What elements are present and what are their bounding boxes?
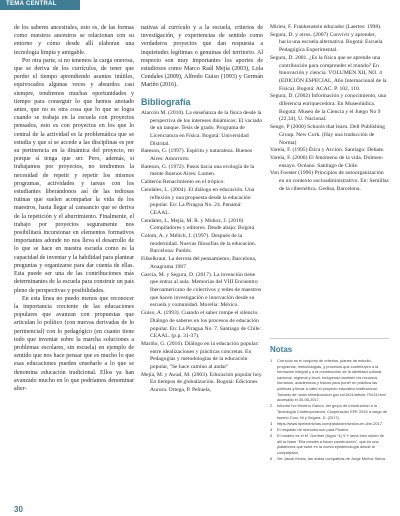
note-text: https://www.ripelectrichas.com/platanore/sesion-en-line-2017. xyxy=(277,420,383,426)
section-tag-label: TEMA CENTRAL xyxy=(6,1,57,7)
note-item xyxy=(270,403,389,420)
bibliography-entry: Von Foester (1996) Principios de autoorganización en un contexto socioadministrativo. En: Semillas de la cibernética. Gedisa, Barcelona. xyxy=(270,170,389,192)
note-item xyxy=(270,421,389,427)
note-number: 5 xyxy=(270,433,273,439)
note-number: 4 xyxy=(270,426,273,432)
bibliography-entry: Mariño, G. (2016). Diálogo en la educación popular: entre idealizaciones y prácticas concretas. En Pedagogías y metodologías de la educación popular, "Se hace camino al andar" xyxy=(141,340,260,371)
bibliography-list xyxy=(141,110,263,395)
bibliography-entry: Colom, A. y Mélich, J. (1997). Después de la modernidad. Nuevas filosofías de la educación. Barcelona: Paidós. xyxy=(141,233,257,255)
bibliography-entry: Varela, F. (2000) El fenómeno de la vida. Dolmen-ensayo. Océano. Santiago de Chile. xyxy=(270,154,384,169)
note-number: 1 xyxy=(270,358,273,363)
body-paragraph: En esta línea no puedo menos que reconocer la importancia creciente de las educaciones populares que avanzan con propuestas que articulan lo político (con nuevas derivadas de lo pertinencial) con lo pedagógico (en cuanto tiene todo que inventar sobre la marcha soluciones a problemas escolares, sin escuela) en ejemplo de sentido que nos hace pensar que es mucho lo que esas educaciones pueden enseñarle a lo que se denomina educación tradicional. Ellos ya han avanzado mucho en lo que podríamos denominar alter- xyxy=(14,295,134,392)
notes-section xyxy=(270,338,389,462)
body-paragraph: de los saberes ancestrales, esto es, de las formas como nuestros ancestros se relacionan con su entorno y cómo desde allí elaboran una tecnología limpia y amigable. xyxy=(14,25,134,56)
bibliography-entry: Filkelkraut. La derrota del pensamiento, Barcelona, Anagrama 1987 xyxy=(141,256,257,270)
bibliography-entry: Cendales, L. (2004). El diálogo en educación. Una reflexión y una propuesta desde la educación popular. En: La Piragua No. 24. Panamá: CEAAL. xyxy=(141,186,255,216)
bibliography-entry: Bateson, G. (1972). Pasos hacia una ecología de la mente Buenos Aires: Lumen. xyxy=(141,163,255,178)
body-paragraph: nativas al currículo y a la escuela, criterios de investigación, y experiencias de sentido como verdaderos proyectos que dan respuesta a inquietudes legítimas o genuinas del territorio. Al respecto son muy importantes los aportes de estudiosos como Marco Raúl Mejía (2003), Lola Cendales (2009), Alfredo Guiso (1993) y Germán Mariño (2016). xyxy=(141,25,263,89)
bibliography-heading: Bibliografía xyxy=(141,96,191,107)
note-text: Informe Ivo Moreno García, del grupo de Introducción a la Tecnología Contemporánea, Cooperación EPE 2016 a cargo de Isnerio Cruz, Ni y Segura, D. (2017). xyxy=(277,403,388,420)
column-right xyxy=(270,24,389,193)
note-text: Ver Jacob Muniz, las malas compañías de Jorge Muñoz Sierra. xyxy=(277,456,386,462)
notes-heading: Notas xyxy=(270,338,389,354)
note-item xyxy=(270,358,389,403)
note-text: Currículo es el conjunto de criterios, planes de estudio, programas, metodologías, y procesos que contribuyen a la formación integral y a la construcción de la identidad cultural nacional, regional y local, incluyendo también los recursos humanos, académicos y físicos para poner en práctica las políticas y llevar a cabo el proyecto educativo institucional. Tomado de: www.mineducacion.gov.co/1621/article-79413.html accesado el 30-06-2017. xyxy=(277,358,386,403)
bibliography-entry: Segura, D. (2002) Información y conocimiento, una diferencia enriquecedora. En Museolúdica. Bogotá: Museo de la Ciencia y el Juego No 9 (22,34), U. Nacional. xyxy=(270,93,387,123)
note-item xyxy=(270,433,389,455)
bibliography-entry: García, M. y Segura, D. (2017). La invención tiene que entrar al aula. Memorias del VIII Encuentro Iberoamericano de colectivos y redes de maestros que hacen investigación e innovación desde su escuela y comunidad. Morelia: México. xyxy=(141,271,262,309)
note-text: El modelo es el M. Gordner (signo *1) 9 Y sería bien suben de allí la Nase "Ella mestes a hacer construcción", que es una plataforma que sube en la nueva epistemología desde la complejidad. xyxy=(277,433,385,455)
bibliography-entry: Varela, F. (1995) Ética y Acción. Santiago: Debate. xyxy=(270,147,385,154)
bibliography-entry: Segura, D. y otros. (2007) Convivir y aprender, hacia una escuela alternativa. Bogotá: Escuela Pedagógica Experimental. xyxy=(270,31,383,54)
note-item xyxy=(270,427,389,433)
page-number: 30 xyxy=(14,505,23,514)
bibliography-entry: Segura, D. 2001. ¿Es la física que se aprende una contribución para comprender el mundo? En Innovación y ciencia. VOLUMEN XII, NO. 4 (EDICIÓN ESPECIAL, Año Internacional de la Física). Bogotá: ACAC. P. 102, 110. xyxy=(270,54,387,92)
note-number: 2 xyxy=(270,403,273,409)
bibliography-entry: Senge, P (2000) Schools that learn. Dell Publishing Group. New Cork. (Hay una traducción de Norma) xyxy=(270,124,385,146)
bibliography-entry: Calderón Renacimiento en el trópico. xyxy=(141,179,225,186)
note-text: El respaldo de menores son para Pizarra. xyxy=(277,426,349,432)
column-middle xyxy=(141,24,263,395)
column-left xyxy=(14,24,134,393)
note-number: 6 xyxy=(270,456,273,462)
bibliography-entry: Guiso, A. (1993). Cuando el saber rompe el silencio. Diálogo de saberes en los procesos de educación popular. En: La Piragua No. 7. Santiago de Chile: CEAAL. (p.p. 31-37). xyxy=(141,310,262,340)
bibliography-entry: Mejía, M. y Awad, M. (2003). Educación popular hoy. En tiempos de globalización. Bogotá: Ediciones Aurora. Ortega, P. Peñuela, xyxy=(141,371,263,394)
note-number: 3 xyxy=(270,420,273,426)
bibliography-entry: Bateson, G. (1997). Espíritu y naturaleza. Buenos Aires: Amorrortu xyxy=(141,148,253,163)
bibliography-entry: Mirieu, F. Frankenstein educador (Laertes: 1998). xyxy=(270,24,382,30)
note-item xyxy=(270,456,389,462)
bibliography-entry: Alarcón M. (2010). La enseñanza de la física desde la perspectiva de los intereses dinámicos: El vaciado de un tanque. Tesis de grado. Programa de Licenciatura en Física. Bogotá: Universidad Distrital. xyxy=(141,109,263,147)
section-tag xyxy=(0,0,80,10)
body-paragraph: Por otra parte, si no tenemos la carga onerosa, que se deriva de los currículos, de tener que perder el tiempo aprendiendo asuntos inútiles, equivocados algunas veces y absurdos casi siempre, tendremos muchas oportunidades y tiempo para conseguir lo que hemos anotado antes, que no es otra cosa que lo que se logra cuando se trabaja en la escuela con proyectos pensados, esto es con proyectos en los que lo central de la actividad es la problemática que se estudia y que sí se accede a las disciplinas es por su pertinencia en la dinámica del proyecto, no porque sí tenga que ser. Pero, además, si trabajamos por proyectos, no tendremos la necesidad de repetir y repetir los mismos programas, actividades y tareas con los estudiantes liberándonos así de las tediosas rutinas que suelen acompañar la vida de los maestros, hasta llegar al cansancio que se deriva de la repetición y el aburrimiento. Finalmente, el trabajo por proyectos seguramente nos posibilitará incursionar en elementos formativos importantes adonde no nos lleva el desarrollo de lo que se hace en nuestra escuela como es la capacidad de inventar y la habilidad para plantear preguntas y organizarse para dar cuenta de ellas. Esta puede ser una de las contribuciones más determinantes de la escuela para construir un país pleno de perspectivas y posibilidades. xyxy=(14,57,134,294)
bibliography-entry: Cendales, L, Mejía, M. R. y Muñoz, J. (2016) Compiladores y editores. Desde abajo: Bogotá xyxy=(141,217,255,232)
page-header xyxy=(0,0,400,14)
